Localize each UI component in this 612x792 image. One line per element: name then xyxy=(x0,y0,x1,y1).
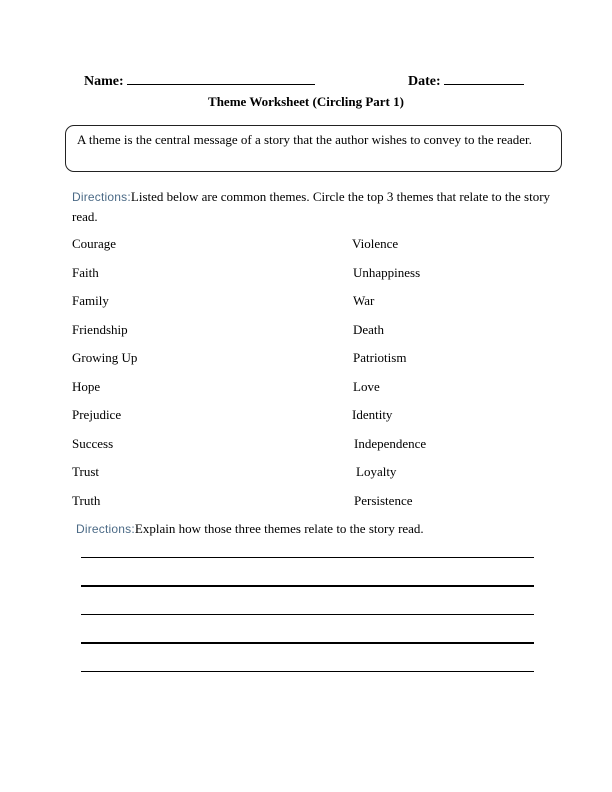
name-label: Name: xyxy=(84,74,124,89)
theme-left-growing-up[interactable]: Growing Up xyxy=(72,350,138,365)
directions-label: Directions: xyxy=(76,522,135,536)
theme-left-faith[interactable]: Faith xyxy=(72,265,99,280)
directions-2 xyxy=(76,519,556,539)
theme-left-family[interactable]: Family xyxy=(72,293,109,308)
theme-right-identity[interactable]: Identity xyxy=(352,407,393,422)
theme-left-hope[interactable]: Hope xyxy=(72,379,101,394)
name-field[interactable] xyxy=(84,72,315,90)
page-title: Theme Worksheet (Circling Part 1) xyxy=(208,94,404,109)
theme-left-courage[interactable]: Courage xyxy=(72,236,117,251)
answer-line[interactable] xyxy=(81,671,534,672)
answer-line[interactable] xyxy=(81,557,534,558)
date-label: Date: xyxy=(408,74,441,89)
theme-right-war[interactable]: War xyxy=(353,293,375,308)
theme-left-trust[interactable]: Trust xyxy=(72,464,99,479)
answer-line[interactable] xyxy=(81,585,534,587)
theme-right-independence[interactable]: Independence xyxy=(354,436,427,451)
theme-right-unhappiness[interactable]: Unhappiness xyxy=(353,265,421,280)
answer-line[interactable] xyxy=(81,614,534,615)
date-field[interactable] xyxy=(408,72,524,90)
theme-right-loyalty[interactable]: Loyalty xyxy=(356,464,397,479)
theme-right-violence[interactable]: Violence xyxy=(352,236,399,251)
theme-left-truth[interactable]: Truth xyxy=(72,493,101,508)
name-blank[interactable] xyxy=(127,72,315,85)
answer-line[interactable] xyxy=(81,642,534,644)
theme-right-love[interactable]: Love xyxy=(353,379,380,394)
definition-text: A theme is the central message of a story that the author wishes to convey to the reader. xyxy=(77,132,532,147)
theme-left-success[interactable]: Success xyxy=(72,436,114,451)
theme-left-friendship[interactable]: Friendship xyxy=(72,322,128,337)
theme-right-patriotism[interactable]: Patriotism xyxy=(353,350,407,365)
definition-box xyxy=(65,125,562,172)
directions-1-text: Listed below are common themes. Circle the top 3 themes that relate to the story read. xyxy=(72,189,551,224)
directions-1 xyxy=(72,187,552,226)
theme-right-death[interactable]: Death xyxy=(353,322,385,337)
directions-label: Directions: xyxy=(72,190,131,204)
directions-2-text: Explain how those three themes relate to the story read. xyxy=(134,521,424,536)
date-blank[interactable] xyxy=(444,72,524,85)
theme-right-persistence[interactable]: Persistence xyxy=(354,493,413,508)
theme-left-prejudice[interactable]: Prejudice xyxy=(72,407,122,422)
